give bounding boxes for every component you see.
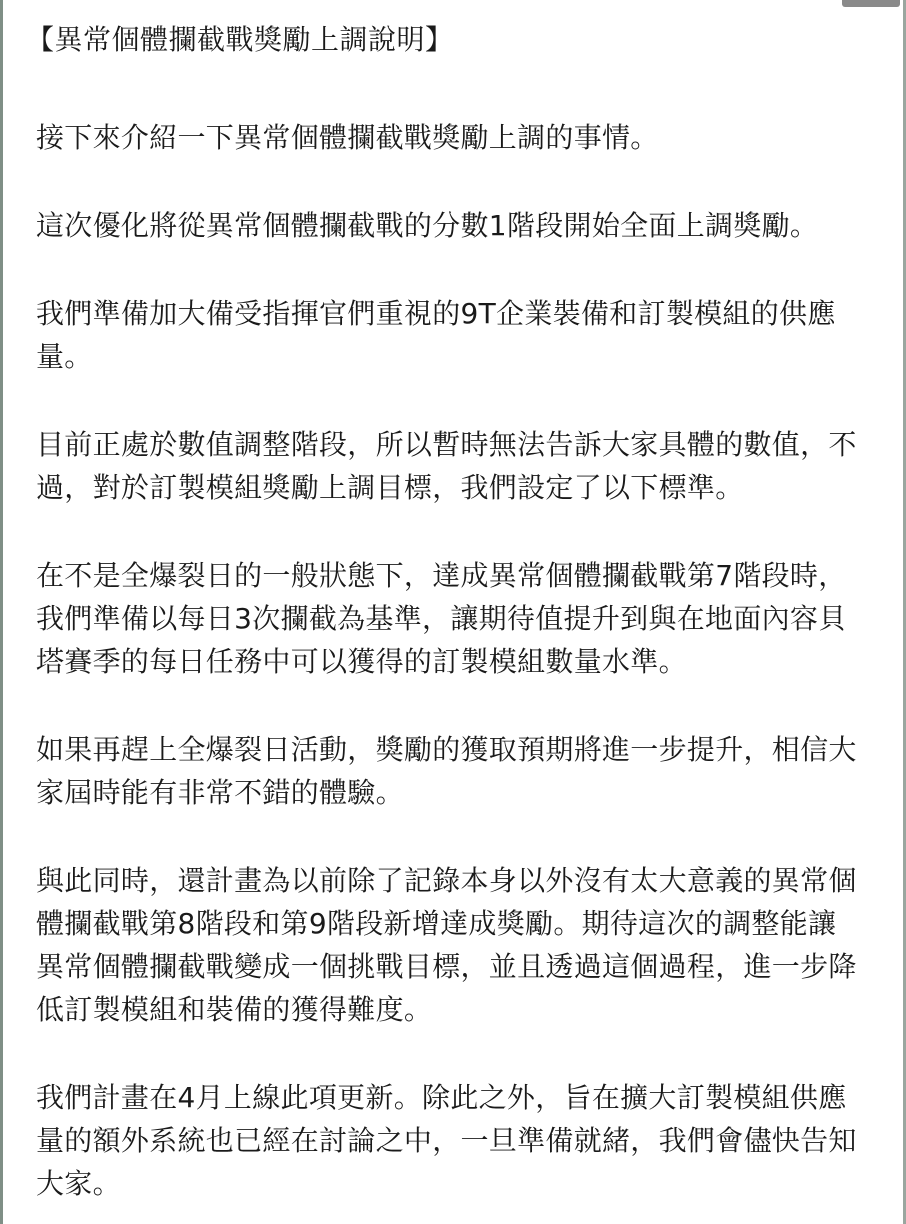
paragraph-line: 低訂製模組和裝備的獲得難度。	[36, 993, 433, 1026]
paragraph-line: 這次優化將從異常個體攔截戰的分數1階段開始全面上調獎勵。	[36, 209, 819, 242]
paragraph-optimization	[36, 204, 878, 247]
paragraph-line: 大家。	[36, 1167, 121, 1200]
window-left-border	[0, 0, 3, 1224]
paragraph-line: 異常個體攔截戰變成一個挑戰目標，並且透過這個過程，進一步降	[36, 950, 857, 983]
paragraph-intro	[36, 116, 878, 159]
paragraph-line: 體攔截戰第8階段和第9階段新增達成獎勵。期待這次的調整能讓	[36, 907, 837, 940]
paragraph-line: 我們準備加大備受指揮官們重視的9T企業裝備和訂製模組的供應	[36, 297, 836, 330]
paragraph-adjustment	[36, 423, 878, 509]
paragraph-schedule	[36, 1076, 878, 1205]
paragraph-line: 目前正處於數值調整階段，所以暫時無法告訴大家具體的數值，不	[36, 428, 857, 461]
paragraph-burst-day	[36, 728, 878, 814]
window-corner-tab	[842, 0, 900, 7]
announcement-title: 【異常個體攔截戰獎勵上調說明】	[26, 23, 454, 56]
paragraph-supply	[36, 292, 878, 378]
paragraph-line: 在不是全爆裂日的一般狀態下，達成異常個體攔截戰第7階段時，	[36, 559, 847, 592]
announcement-body	[26, 16, 878, 1224]
paragraph-line: 量。	[36, 340, 93, 373]
paragraph-line: 我們準備以每日3次攔截為基準，讓期待值提升到與在地面內容貝	[36, 602, 847, 635]
paragraph-line: 量的額外系統也已經在討論之中，一旦準備就緒，我們會儘快告知	[36, 1124, 857, 1157]
paragraph-line: 過，對於訂製模組獎勵上調目標，我們設定了以下標準。	[36, 471, 744, 504]
paragraph-line: 塔賽季的每日任務中可以獲得的訂製模組數量水準。	[36, 645, 687, 678]
paragraph-line: 如果再趕上全爆裂日活動，獎勵的獲取預期將進一步提升，相信大	[36, 733, 857, 766]
paragraph-line: 家屆時能有非常不錯的體驗。	[36, 776, 404, 809]
paragraph-line: 與此同時，還計畫為以前除了記錄本身以外沒有太大意義的異常個	[36, 864, 857, 897]
paragraph-standard	[36, 554, 878, 683]
paragraph-new-rewards	[36, 859, 878, 1031]
paragraph-line: 接下來介紹一下異常個體攔截戰獎勵上調的事情。	[36, 121, 659, 154]
paragraph-line: 我們計畫在4月上線此項更新。除此之外，旨在擴大訂製模組供應	[36, 1081, 847, 1114]
